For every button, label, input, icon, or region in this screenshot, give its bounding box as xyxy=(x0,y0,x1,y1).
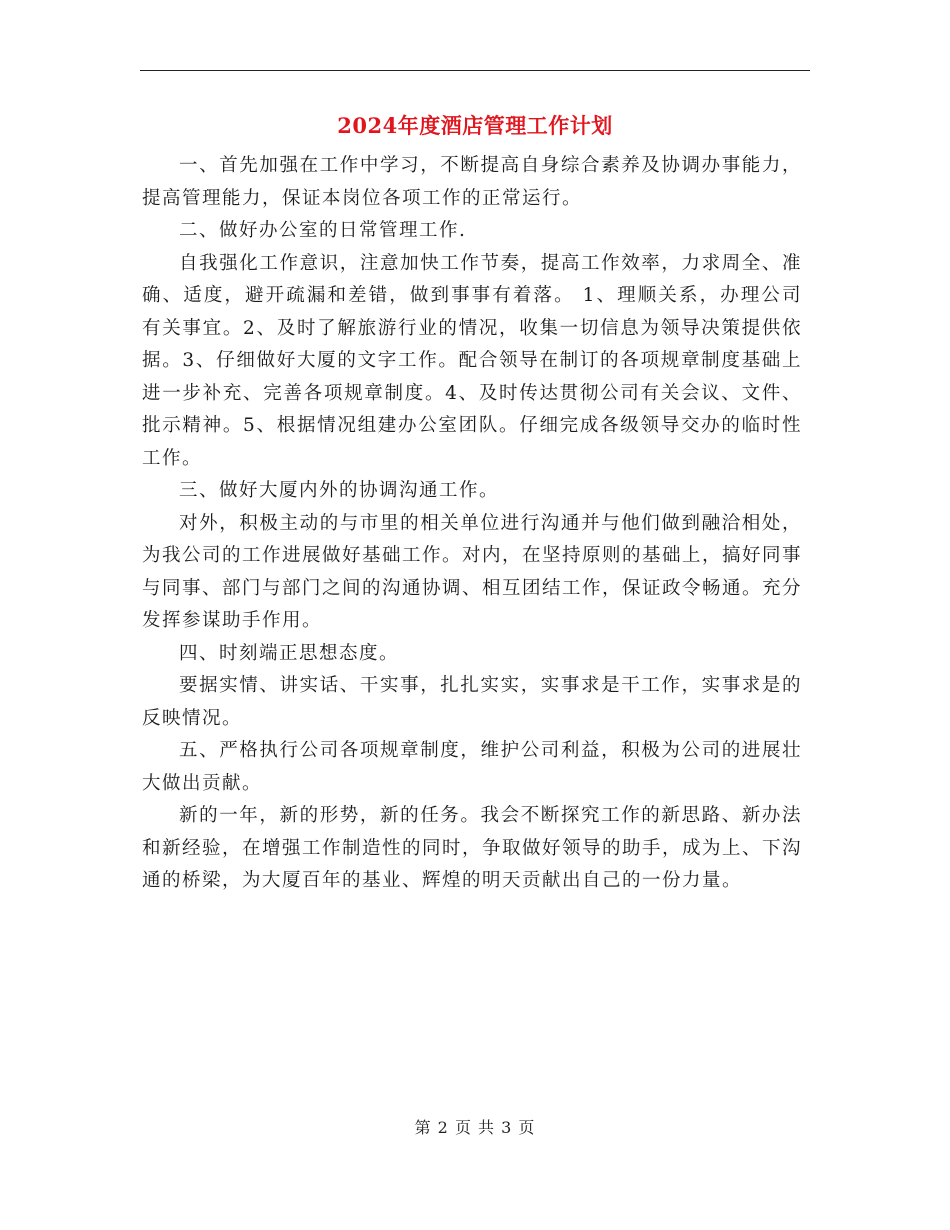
paragraph-1: 一、首先加强在工作中学习，不断提高自身综合素养及协调办事能力，提高管理能力，保证本岗位各项工作的正常运行。 xyxy=(142,155,802,209)
paragraph-7: 要据实情、讲实话、干实事，扎扎实实，实事求是干工作，实事求是的反映情况。 xyxy=(142,675,802,729)
page-number-footer: 第 2 页 共 3 页 xyxy=(414,1118,536,1137)
header-rule xyxy=(140,70,810,71)
document-body xyxy=(142,150,802,898)
paragraph-6: 四、时刻端正思想态度。 xyxy=(179,642,400,664)
paragraph-9: 新的一年，新的形势，新的任务。我会不断探究工作的新思路、新办法和新经验，在增强工作制造性的同时，争取做好领导的助手，成为上、下沟通的桥梁，为大厦百年的基业、辉煌的明天贡献出自己的一份力量。 xyxy=(142,805,803,891)
paragraph-4: 三、做好大厦内外的协调沟通工作。 xyxy=(179,480,500,501)
paragraph-8: 五、严格执行公司各项规章制度，维护公司利益，积极为公司的进展壮大做出贡献。 xyxy=(142,740,802,794)
paragraph-5: 对外，积极主动的与市里的相关单位进行沟通并与他们做到融洽相处，为我公司的工作进展做好基础工作。对内，在坚持原则的基础上，搞好同事与同事、部门与部门之间的沟通协调、相互团结工作，保证政令畅通。充分发挥参谋助手作用。 xyxy=(142,512,803,631)
paragraph-3: 自我强化工作意识，注意加快工作节奏，提高工作效率，力求周全、准确、适度，避开疏漏和差错，做到事事有着落。 1、理顺关系，办理公司有关事宜。2、及时了解旅游行业的情况，收集一切信息为领导决策提供依据。3、仔细做好大厦的文字工作。配合领导在制订的各项规章制度基础上进一步补充、完善各项规章制度。4、及时传达贯彻公司有关会议、文件、批示精神。5、根据情况组建办公室团队。仔细完成各级领导交办的临时性工作。 xyxy=(142,252,802,469)
paragraph-2: 二、做好办公室的日常管理工作. xyxy=(179,220,467,241)
document-title: 2024年度酒店管理工作计划 xyxy=(337,113,613,138)
